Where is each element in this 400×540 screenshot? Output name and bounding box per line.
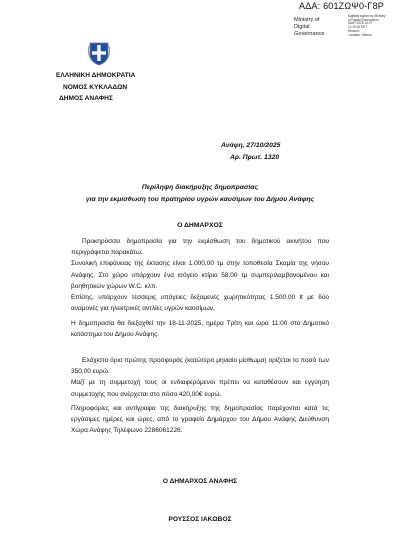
- paragraph-offer: [71, 355, 329, 400]
- header-municipality: ΔΗΜΟΣ ΑΝΑΦΗΣ: [59, 95, 113, 102]
- paragraph-property: [71, 236, 329, 314]
- document-title: [0, 182, 400, 205]
- document-header: [56, 70, 135, 105]
- date-block: [0, 140, 400, 163]
- stamp-detail: 11:26:32 EET: [348, 25, 368, 30]
- digital-signature-details: [348, 15, 396, 37]
- ada-code: ΑΔΑ: 601ΖΩΨ0-Γ8Ρ: [299, 1, 384, 11]
- signature-name: ΡΟΥΣΣΟΣ ΙΑΚΩΒΟΣ: [168, 516, 232, 523]
- mayor-heading: Ο ΔΗΜΑΡΧΟΣ: [177, 222, 223, 229]
- stamp-detail: of Digital Governance: [348, 17, 379, 22]
- signature-title: Ο ΔΗΜΑΡΧΟΣ ΑΝΑΦΗΣ: [162, 478, 238, 485]
- stamp-line: Ministry of: [294, 17, 320, 23]
- paragraph-auction-date: [71, 318, 329, 340]
- paragraph-line: Προκηρύσσει δημοπρασία για την εκμίσθωση του δημοτικού ακινήτου που περιγράφεται παρακάτω:: [71, 238, 329, 257]
- paragraph-information: [71, 403, 329, 437]
- digital-signature-stamp: [294, 17, 324, 37]
- stamp-line: Digital: [294, 23, 310, 30]
- paragraph-line: Η δημοπρασία θα διεξαχθεί την 18-11-2025, ημέρα Τρίτη και ώρα 11:00 στο Δημοτικό κατάστημα του Δήμου Ανάφης.: [71, 320, 329, 339]
- stamp-detail: Digitally signed by Ministry: [348, 14, 386, 18]
- greek-emblem-icon: [88, 40, 110, 66]
- paragraph-line: Συνολική επιφάνειας της έκτασης είναι 1.000,00 τμ στην τοποθεσία Σκαμία της νήσου Ανάφης. Στο χώρο υπάρχουν ένα ισόγειο κτίριο 58,00 τμ συμπεριλαμβανομένου και βοηθητικών χώρων W.C. κλπ.: [71, 260, 329, 290]
- paragraph-line: Επίσης, υπάρχουν τέσσερις υπόγειες δεξαμενές χωρητικότητας 1.500,00 lt με δύο αναμονές για ηλεκτρικές αντλίες υγρών καυσίμων,: [71, 294, 329, 313]
- stamp-line: Governance: [294, 30, 325, 37]
- paragraph-line: Ελάχιστο όριο πρώτης προσφοράς (κατώτερο μηνιαίο μίσθωμα) ορίζεται το ποσό των 350,00 ευρώ.: [71, 357, 329, 376]
- paragraph-line: Μαζί με τη συμμετοχή τους οι ενδιαφερόμενοι πρέπει να καταθέσουν και εγγύηση συμμετοχής που ανέρχεται στο πόσο 420,00€ ευρώ.: [71, 379, 329, 398]
- title-line-2: για την εκμίσθωση του πρατηρίου υγρών καυσίμων του Δήμου Ανάφης: [85, 195, 315, 203]
- stamp-detail: Reason:: [348, 28, 360, 33]
- stamp-detail: Date: 2025.10.27: [348, 21, 373, 26]
- title-line-1: Περίληψη διακήρυξης δημοπρασίας: [141, 184, 259, 191]
- header-prefecture: ΝΟΜΟΣ ΚΥΚΛΑΔΩΝ: [63, 83, 128, 91]
- paragraph-line: Πληροφορίες και αντίγραφα της διακήρυξης της δημοπρασίας παρέχονται κατά τις εργάσιμες ημέρες και ώρες, από το γραφείο Δημάρχου του Δήμου Ανάφης Διεύθυνση Χώρα Ανάφης Τηλέφωνο 2286061226.: [71, 405, 329, 435]
- header-country: ΕΛΛΗΝΙΚΗ ΔΗΜΟΚΡΑΤΙΑ: [56, 72, 136, 79]
- date-line: Ανάφη, 27/10/2025: [221, 142, 281, 149]
- stamp-detail: Location: Athens: [348, 32, 372, 37]
- protocol-number: Αρ. Πρωτ. 1320: [230, 153, 280, 161]
